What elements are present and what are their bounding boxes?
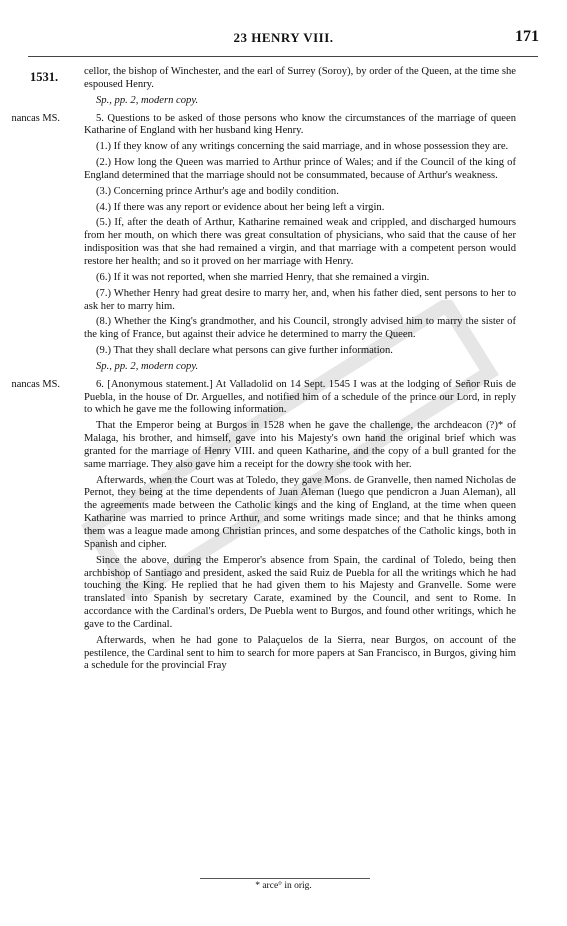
footnote: * arce° in orig. xyxy=(255,881,312,891)
margin-note: nancas MS. xyxy=(11,378,60,390)
footnote-rule xyxy=(200,878,370,879)
source-citation: Sp., pp. 2, modern copy. xyxy=(96,94,199,106)
year-marker: 1531. xyxy=(30,70,59,84)
question-item: (1.) If they know of any writings concerning the said marriage, and in whose possession they are. xyxy=(96,141,509,153)
question-item: (5.) If, after the death of Arthur, Katharine remained weak and crippled, and discharged humours from her mouth, on which there was great consultation of physicians, who said that the cause of her indisposition was that she had remained a virgin, and that marriage with a competent person would restore her health; and so it proved on her marriage with Henry. xyxy=(84,217,516,267)
margin-note: nancas MS. xyxy=(11,112,60,124)
entry-paragraph: Since the above, during the Emperor's absence from Spain, the cardinal of Toledo, being then archbishop of Santiago and president, asked the said Ruiz de Puebla for all the writings which he had touching the King. He replied that he had given them to his Majesty and Granvelle. Some were translated into Spanish by secretary Carate, examined by the Council, and sent to Rome. In accordance with the Cardinal's orders, De Puebla went to Burgos, and found other writings, which he gave to the Cardinal. xyxy=(84,554,516,630)
question-item: (8.) Whether the King's grandmother, and his Council, strongly advised him to marry the sister of the king of France, but against their advice he determined to marry the Queen. xyxy=(84,316,516,341)
entry-5 xyxy=(11,112,516,374)
entry-paragraph: Afterwards, when the Court was at Toledo, they gave Mons. de Granvelle, then named Nicholas de Pernot, they being at the time dependents of Juan Aleman (luego que pendicron a Juan Aleman), all the agreements made between the Catholic kings and the king of England, at the time when queen Katharine was married to prince Arthur, and some writings made since; and that he thinks among them was a league made among Christian princes, and some despatches of the Catholic kings, both in Spanish and cipher. xyxy=(84,474,516,550)
question-item: (4.) If there was any report or evidence about her being left a virgin. xyxy=(96,201,385,213)
entry-heading: 5. Questions to be asked of those persons who know the circumstances of the marriage of queen Katharine of England with her husband king Henry. xyxy=(84,112,516,137)
question-item: (9.) That they shall declare what persons can give further information. xyxy=(96,345,393,357)
question-item: (7.) Whether Henry had great desire to marry her, and, when his father died, sent persons to her to ask her to marry him. xyxy=(84,287,516,312)
running-title: 23 HENRY VIII. xyxy=(233,30,334,45)
source-citation: Sp., pp. 2, modern copy. xyxy=(96,360,199,372)
header-rule xyxy=(28,56,538,57)
entry-paragraph: That the Emperor being at Burgos in 1528 when he gave the challenge, the archdeacon (?)* of Malaga, his brother, and himself, gave into his Majesty's own hand the original brief which was granted for the marriage of Henry VIII. and queen Katharine, and the copy of a bull granted for the same marriage. They also gave him a receipt for the dowry she took with her. xyxy=(84,420,516,470)
intro-paragraph: cellor, the bishop of Winchester, and the earl of Surrey (Soroy), by order of the Queen, at the time she espoused Henry. xyxy=(84,66,516,90)
question-item: (3.) Concerning prince Arthur's age and bodily condition. xyxy=(96,185,339,197)
question-item: (2.) How long the Queen was married to Arthur prince of Wales; and if the Council of the king of England determined that the marriage should not be consummated, because of Arthur's weakness. xyxy=(84,157,516,181)
page-number: 171 xyxy=(515,28,539,45)
entry-paragraph: Afterwards, when he had gone to Palaçuelos de la Sierra, near Burgos, on account of the pestilence, the Cardinal sent to him to search for more papers at San Francisco, in Burgos, giving him a schedule for the provincial Fray xyxy=(84,634,516,672)
entry-paragraph: 6. [Anonymous statement.] At Valladolid on 14 Sept. 1545 I was at the lodging of Señor Ruis de Puebla, in the house of Dr. Arguelles, and notified him of a schedule of the prince our Lord, in reply to which he gave me the following information. xyxy=(84,378,516,416)
entry-6 xyxy=(11,378,516,674)
page-header xyxy=(0,30,567,50)
question-item: (6.) If it was not reported, when she married Henry, that she remained a virgin. xyxy=(96,271,430,283)
